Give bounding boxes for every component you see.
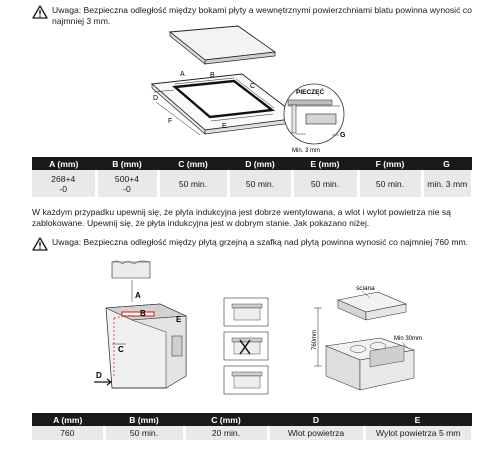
dim-label-f: F xyxy=(168,118,173,125)
table-1-cell: 268+4 -0 xyxy=(32,170,96,197)
dimensions-table-2 xyxy=(32,413,472,440)
cabinet-clearance-diagram xyxy=(92,258,220,400)
table-1-header: G xyxy=(422,157,471,170)
table-1-header: C (mm) xyxy=(158,157,228,170)
table-1-cell: 500+4 -0 xyxy=(96,170,158,197)
ventilation-note: W każdym przypadku upewnij się, że płyta indukcyjna jest dobrze wentylowana, a wlot i wylot powietrza nie są zablokowane. Upewnij się, że płyta indukcyjna jest w dobrym stanie. Jak pokazano niżej. xyxy=(32,207,451,228)
min-30mm-label: Min 30mm xyxy=(394,336,423,342)
seal-detail-diagram xyxy=(282,82,352,154)
table-1-header: A (mm) xyxy=(32,157,96,170)
table-2-cell: Wlot powietrza xyxy=(268,426,364,440)
table-1-cell: min. 3 mm xyxy=(422,170,471,197)
table-2-header: C (mm) xyxy=(184,413,268,426)
table-row xyxy=(32,170,471,197)
warning-triangle-icon xyxy=(32,237,48,251)
warning-1-text: Uwaga: Bezpieczna odległość między bokami płyty a wewnętrznymi powierzchniami blatu powinna wynosić co najmniej 3 mm. xyxy=(52,5,472,26)
table-2-cell: 760 xyxy=(32,426,104,440)
table-2-cell: 20 min. xyxy=(184,426,268,440)
table-2-header: B (mm) xyxy=(104,413,184,426)
table-row xyxy=(32,426,471,440)
seal-label: PIECZĘĆ xyxy=(296,89,325,96)
wall-label: ściana xyxy=(356,285,375,292)
dim-label-a: A xyxy=(180,71,185,78)
dim-label-d: D xyxy=(96,371,102,380)
dim-label-g: G xyxy=(340,132,346,139)
table-2-header-row xyxy=(32,413,471,426)
table-1-header: F (mm) xyxy=(358,157,422,170)
dim-label-e: E xyxy=(222,123,227,130)
dimensions-table-1 xyxy=(32,157,472,197)
table-2-header: E xyxy=(364,413,471,426)
warning-triangle-icon xyxy=(32,5,48,19)
table-2-header: D xyxy=(268,413,364,426)
dim-label-a: A xyxy=(135,291,141,300)
dim-label-b: B xyxy=(140,309,146,318)
table-1-cell: 50 min. xyxy=(228,170,292,197)
table-1-header: D (mm) xyxy=(228,157,292,170)
height-760-label: 760mm xyxy=(312,329,318,350)
dim-label-c: C xyxy=(118,345,124,354)
table-2-header: A (mm) xyxy=(32,413,104,426)
dim-label-d: D xyxy=(153,95,159,102)
table-1-header-row xyxy=(32,157,471,170)
min-3mm-label: Min. 3 mm xyxy=(292,148,321,154)
table-1-header: E (mm) xyxy=(292,157,358,170)
table-1-cell: 50 min. xyxy=(358,170,422,197)
table-1-cell: 50 min. xyxy=(158,170,228,197)
kitchen-height-diagram xyxy=(296,282,446,394)
warning-2-text: Uwaga: Bezpieczna odległość między płytą grzejną a szafką nad płytą powinna wynosić co najmniej 760 mm. xyxy=(52,237,469,247)
dim-label-b: B xyxy=(210,72,215,79)
table-2-cell: Wylot powietrza 5 mm xyxy=(364,426,471,440)
table-1-cell: 50 min. xyxy=(292,170,358,197)
table-1-header: B (mm) xyxy=(96,157,158,170)
dim-label-e: E xyxy=(176,315,182,324)
table-2-cell: 50 min. xyxy=(104,426,184,440)
vent-detail-panels xyxy=(222,296,272,398)
dim-label-c: C xyxy=(250,83,256,90)
warning-2 xyxy=(32,237,472,251)
